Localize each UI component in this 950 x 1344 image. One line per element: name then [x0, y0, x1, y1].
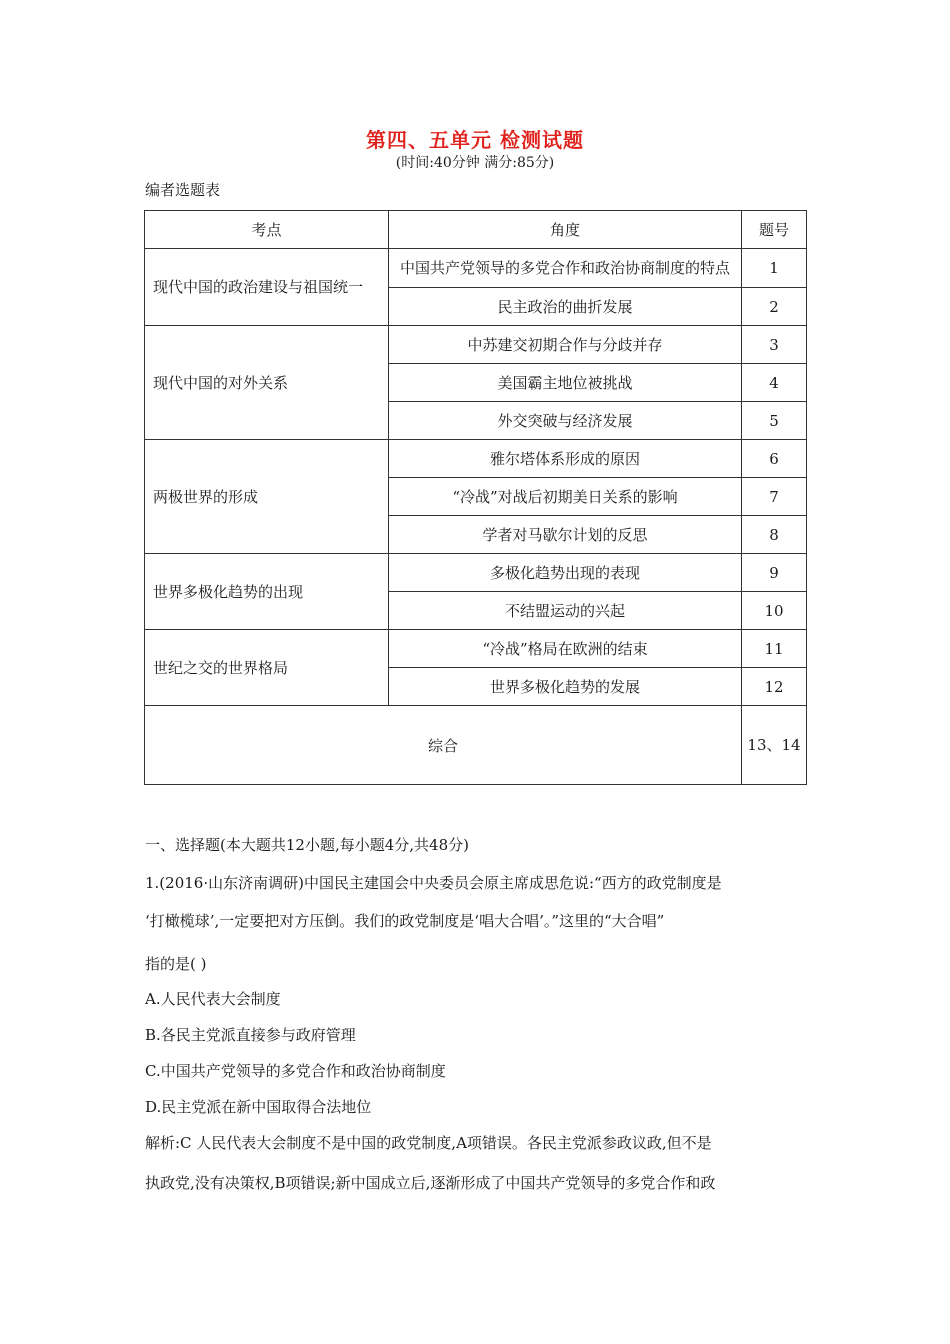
number-cell: 4	[742, 364, 807, 402]
angle-cell: “冷战”格局在欧洲的结束	[389, 630, 742, 668]
analysis-line: 解析:C 人民代表大会制度不是中国的政党制度,A项错误。各民主党派参政议政,但不是	[145, 1134, 712, 1152]
table-row	[145, 554, 807, 592]
topic-selection-table	[144, 210, 807, 785]
option-d: D.民主党派在新中国取得合法地位	[145, 1098, 372, 1116]
angle-cell: 美国霸主地位被挑战	[389, 364, 742, 402]
option-a: A.人民代表大会制度	[145, 990, 281, 1008]
summary-label: 综合	[145, 706, 742, 785]
angle-cell: 世界多极化趋势的发展	[389, 668, 742, 706]
question-stem-line: ‘打橄榄球’,一定要把对方压倒。我们的政党制度是‘唱大合唱’。”这里的“大合唱”	[145, 912, 665, 930]
table-row-summary	[145, 706, 807, 785]
topic-cell: 世界多极化趋势的出现	[145, 554, 389, 630]
angle-cell: 中苏建交初期合作与分歧并存	[389, 326, 742, 364]
topic-cell: 现代中国的对外关系	[145, 326, 389, 440]
question-stem-line: 指的是( )	[145, 955, 207, 973]
header-topic: 考点	[145, 211, 389, 249]
number-cell: 3	[742, 326, 807, 364]
angle-cell: 外交突破与经济发展	[389, 402, 742, 440]
angle-cell: 雅尔塔体系形成的原因	[389, 440, 742, 478]
angle-cell: 中国共产党领导的多党合作和政治协商制度的特点	[389, 249, 742, 288]
number-cell: 10	[742, 592, 807, 630]
table-row	[145, 630, 807, 668]
option-c: C.中国共产党领导的多党合作和政治协商制度	[145, 1062, 446, 1080]
angle-cell: 学者对马歇尔计划的反思	[389, 516, 742, 554]
number-cell: 6	[742, 440, 807, 478]
section-heading: 一、选择题(本大题共12小题,每小题4分,共48分)	[145, 836, 469, 854]
table-caption: 编者选题表	[145, 181, 221, 199]
number-cell: 9	[742, 554, 807, 592]
table-row	[145, 326, 807, 364]
number-cell: 5	[742, 402, 807, 440]
page-title: 第四、五单元 检测试题	[366, 128, 584, 152]
topic-cell: 世纪之交的世界格局	[145, 630, 389, 706]
header-number: 题号	[742, 211, 807, 249]
angle-cell: 不结盟运动的兴起	[389, 592, 742, 630]
number-cell: 8	[742, 516, 807, 554]
angle-cell: “冷战”对战后初期美日关系的影响	[389, 478, 742, 516]
topic-cell: 两极世界的形成	[145, 440, 389, 554]
analysis-line: 执政党,没有决策权,B项错误;新中国成立后,逐渐形成了中国共产党领导的多党合作和政	[145, 1174, 716, 1192]
table-header-row	[145, 211, 807, 249]
header-angle: 角度	[389, 211, 742, 249]
number-cell: 7	[742, 478, 807, 516]
angle-cell: 民主政治的曲折发展	[389, 288, 742, 326]
number-cell: 1	[742, 249, 807, 288]
page-subtitle: (时间:40分钟 满分:85分)	[395, 155, 555, 171]
table-row	[145, 440, 807, 478]
topic-cell: 现代中国的政治建设与祖国统一	[145, 249, 389, 326]
question-stem-line: 1.(2016·山东济南调研)中国民主建国会中央委员会原主席成思危说:“西方的政党制度是	[145, 874, 722, 892]
summary-number: 13、14	[742, 706, 807, 785]
table-row	[145, 249, 807, 288]
number-cell: 12	[742, 668, 807, 706]
number-cell: 2	[742, 288, 807, 326]
number-cell: 11	[742, 630, 807, 668]
angle-cell: 多极化趋势出现的表现	[389, 554, 742, 592]
option-b: B.各民主党派直接参与政府管理	[145, 1026, 356, 1044]
